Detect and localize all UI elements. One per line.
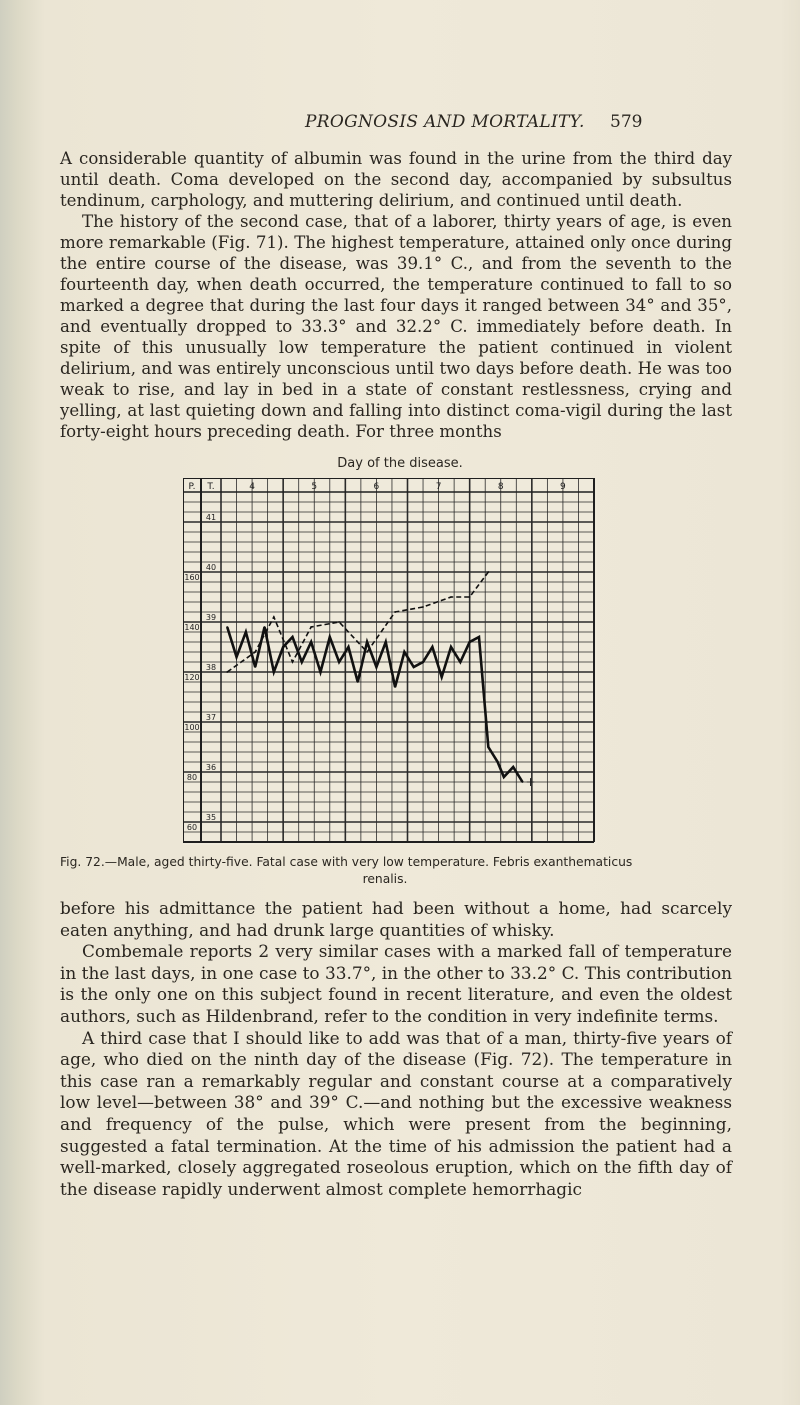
day-header-label: 4 xyxy=(249,482,255,492)
data-point xyxy=(310,626,312,628)
figure-heading: Day of the disease. xyxy=(337,456,463,471)
data-point xyxy=(469,596,471,598)
temperature-tick-label: 41 xyxy=(205,513,217,522)
data-point xyxy=(503,776,505,778)
data-point xyxy=(413,666,415,668)
data-point xyxy=(245,631,247,633)
day-header-label: 5 xyxy=(311,482,318,492)
temperature-tick-label: 35 xyxy=(205,813,217,822)
data-point xyxy=(450,596,452,598)
data-point xyxy=(522,781,524,783)
paragraph: before his admittance the patient had been without a home, had scarcely eaten anything, and had drunk large quantities of whisky. xyxy=(60,898,732,940)
data-point xyxy=(282,646,284,648)
text-block-top xyxy=(60,148,732,442)
data-point xyxy=(366,641,368,643)
data-point xyxy=(338,661,340,663)
data-point xyxy=(478,636,480,638)
temperature-tick-label: 37 xyxy=(205,713,217,722)
temperature-tick-label: 38 xyxy=(205,663,217,672)
data-point xyxy=(487,746,489,748)
caption-line-2: renalis. xyxy=(362,872,408,886)
day-header-label: 8 xyxy=(497,482,504,492)
data-point xyxy=(301,661,303,663)
paragraph: A considerable quantity of albumin was found in the urine from the third day until death. Coma developed on the second day, accompanied by subsultus tendinum, carphology, and muttering delirium, and continued until death. xyxy=(60,149,732,210)
column-header-temperature: T. xyxy=(207,482,215,492)
data-point xyxy=(376,666,378,668)
temperature-chart xyxy=(183,478,597,845)
day-header-label: 6 xyxy=(373,482,380,492)
data-point xyxy=(320,671,322,673)
data-point xyxy=(487,571,489,573)
data-point xyxy=(441,676,443,678)
data-point xyxy=(366,651,368,653)
day-header-label: 9 xyxy=(560,482,566,492)
data-point xyxy=(431,646,433,648)
data-point xyxy=(385,641,387,643)
data-point xyxy=(469,641,471,643)
page-header xyxy=(0,112,800,142)
text-block-bottom xyxy=(60,898,732,1200)
data-point xyxy=(403,651,405,653)
data-point xyxy=(226,626,228,628)
figure-caption xyxy=(60,854,750,888)
temperature-tick-label: 39 xyxy=(205,613,217,622)
data-point xyxy=(273,616,275,618)
column-header-pulse: P. xyxy=(188,482,196,492)
pulse-tick-label: 140 xyxy=(184,623,200,632)
day-header-label: 7 xyxy=(435,482,442,492)
data-point xyxy=(273,671,275,673)
data-point xyxy=(357,681,359,683)
data-point xyxy=(512,766,514,768)
death-mark: + xyxy=(525,775,536,789)
pulse-tick-label: 60 xyxy=(186,823,198,832)
data-point xyxy=(338,621,340,623)
caption-line-1: Fig. 72.—Male, aged thirty-five. Fatal case with very low temperature. Febris exanthematicus xyxy=(60,855,633,869)
pulse-tick-label: 100 xyxy=(184,723,200,732)
data-point xyxy=(394,686,396,688)
data-point xyxy=(292,636,294,638)
data-point xyxy=(254,666,256,668)
data-point xyxy=(394,611,396,613)
data-point xyxy=(292,661,294,663)
data-point xyxy=(264,626,266,628)
data-point xyxy=(459,661,461,663)
data-point xyxy=(329,636,331,638)
data-point xyxy=(348,646,350,648)
data-point xyxy=(236,656,238,658)
temperature-tick-label: 40 xyxy=(205,563,217,572)
data-point xyxy=(450,646,452,648)
pulse-tick-label: 120 xyxy=(184,673,200,682)
paragraph: The history of the second case, that of a laborer, thirty years of age, is even more remarkable (Fig. 71). The highest temperature, attained only once during the entire course of the disease, was 39.1° C., and from the seventh to the fourteenth day, when death occurred, the temperature continued to fall to so marked a degree that during the last four days it ranged between 34° and 35°, and eventually dropped to 33.3° and 32.2° C. immediately before death. In spite of this unusually low temperature the patient continued in violent delirium, and was entirely unconscious until two days before death. He was too weak to rise, and lay in bed in a state of constant restlessness, crying and yelling, at last quieting down and falling into distinct coma-vigil during the last forty-eight hours preceding death. For three months xyxy=(60,212,732,441)
data-point xyxy=(226,671,228,673)
pulse-tick-label: 80 xyxy=(186,773,198,782)
running-title: PROGNOSIS AND MORTALITY. xyxy=(305,112,585,132)
data-point xyxy=(422,661,424,663)
page-number: 579 xyxy=(610,112,643,132)
data-point xyxy=(254,651,256,653)
pulse-tick-label: 160 xyxy=(184,573,200,582)
paragraph: Combemale reports 2 very similar cases with a marked fall of temperature in the last days, in one case to 33.7°, in the other to 33.2° C. This contribution is the only one on this subject found in recent literature, and even the oldest authors, such as Hildenbrand, refer to the condition in very indefinite terms. xyxy=(60,941,732,1026)
paragraph: A third case that I should like to add was that of a man, thirty-five years of age, who died on the ninth day of the disease (Fig. 72). The temperature in this case ran a remarkably regular and constant course at a comparatively low level—between 38° and 39° C.—and nothing but the excessive weakness and frequency of the pulse, which were present from the beginning, suggested a fatal termination. At the time of his admission the patient had a well-marked, closely aggregated roseolous eruption, which on the fifth day of the disease rapidly underwent almost complete hemorrhagic xyxy=(60,1027,732,1199)
data-point xyxy=(497,761,499,763)
temperature-tick-label: 36 xyxy=(205,763,217,772)
data-point xyxy=(422,606,424,608)
data-point xyxy=(310,641,312,643)
